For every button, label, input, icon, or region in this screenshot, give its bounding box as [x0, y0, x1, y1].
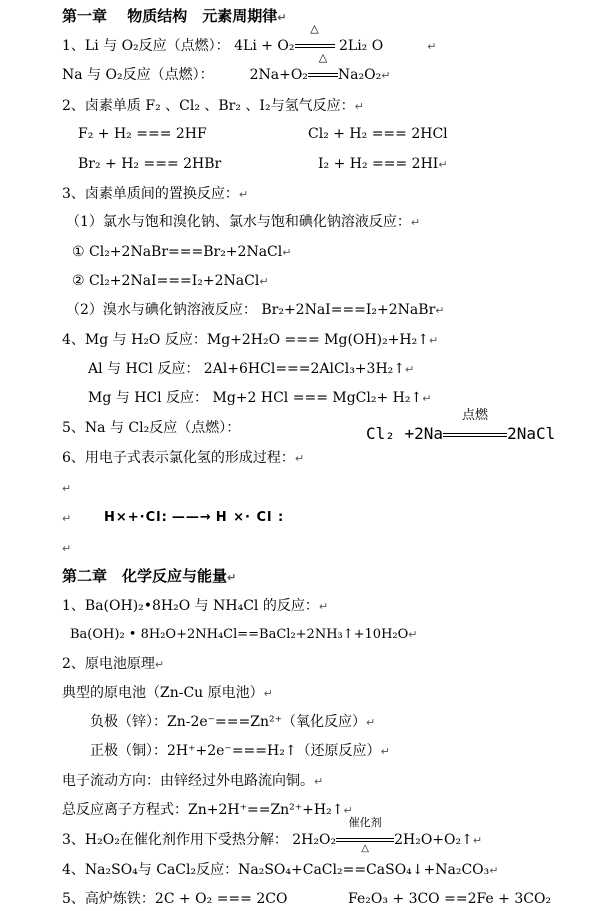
blank-line: ↵ — [62, 512, 72, 525]
line-electron-flow: 电子流动方向：由锌经过外电路流向铜。↵ — [62, 773, 324, 789]
line-na2so4: 4、Na₂SO₄与 CaCl₂反应：Na₂SO₄+CaCl₂==CaSO₄↓+Na₂CO₃↵ — [62, 862, 499, 878]
line-galvanic: 2、原电池原理↵ — [62, 656, 165, 672]
line-total-ionic: 总反应离子方程式：Zn+2H⁺==Zn²⁺+H₂↑↵ — [62, 802, 353, 818]
eq-f2-h2: F₂ + H₂ === 2HF — [78, 126, 207, 142]
eq-i2-h2: I₂ + H₂ === 2HI↵ — [318, 156, 448, 172]
line-halogen-displacement: 3、卤素单质间的置换反应：↵ — [62, 186, 249, 202]
line-cathode: 正极（铜）：2H⁺+2e⁻===H₂↑（还原反应）↵ — [90, 743, 390, 759]
blank-line: ↵ — [62, 542, 72, 555]
line-blast-furnace: 5、高炉炼铁：2C + O₂ === 2CO — [62, 891, 288, 907]
line-mg-h2o: 4、Mg 与 H₂O 反应：Mg+2H₂O === Mg(OH)₂+H₂↑↵ — [62, 332, 439, 348]
eq-cl2-nai: ② Cl₂+2NaI===I₂+2NaCl↵ — [72, 273, 269, 289]
eq-fe2o3-co: Fe₂O₃ + 3CO ==2Fe + 3CO₂ — [348, 891, 552, 907]
line-na-o2: Na 与 O₂反应（点燃）： 2Na+O₂ △ Na₂O₂↵ — [62, 51, 391, 83]
eq-br2-h2: Br₂ + H₂ === 2HBr — [78, 156, 222, 172]
chapter-1-title: 第一章 物质结构 元素周期律↵ — [62, 7, 287, 25]
eq-cl2-nabr: ① Cl₂+2NaBr===Br₂+2NaCl↵ — [72, 244, 292, 260]
line-anode: 负极（锌）：Zn-2e⁻===Zn²⁺（氧化反应）↵ — [90, 714, 376, 730]
line-hcl-formation: 6、用电子式表示氯化氢的形成过程：↵ — [62, 450, 305, 466]
eq-na-cl2: Cl₂ +2Na 点燃 2NaCl — [366, 408, 556, 443]
line-sub-1: （1）氯水与饱和溴化钠、氯水与饱和碘化钠溶液反应：↵ — [66, 214, 421, 230]
line-li-o2: 1、Li 与 O₂反应（点燃）： 4Li + O₂ △ 2Li₂ O ↵ — [62, 22, 437, 54]
line-al-hcl: Al 与 HCl 反应： 2Al+6HCl===2AlCl₃+3H₂↑↵ — [88, 361, 415, 377]
eq-cl2-h2: Cl₂ + H₂ === 2HCl — [308, 126, 448, 142]
line-mg-hcl: Mg 与 HCl 反应： Mg+2 HCl === MgCl₂+ H₂↑↵ — [88, 390, 432, 406]
line-baoh2: 1、Ba(OH)₂•8H₂O 与 NH₄Cl 的反应：↵ — [62, 598, 329, 614]
line-zn-cu: 典型的原电池（Zn-Cu 原电池）↵ — [62, 685, 273, 701]
eq-baoh2: Ba(OH)₂ • 8H₂O+2NH₄Cl==BaCl₂+2NH₃↑+10H₂O↵ — [70, 627, 418, 642]
line-na-cl2: 5、Na 与 Cl₂反应（点燃）： — [62, 420, 241, 436]
blank-line: ↵ — [62, 482, 72, 495]
line-h2o2: 3、H₂O₂在催化剂作用下受热分解： 2H₂O₂ 催化剂 △ 2H₂O+O₂↑↵ — [62, 816, 483, 854]
lewis-formula: H×+·Cl: ——→ H ×· Cl : — [104, 510, 285, 525]
line-sub-2: （2）溴水与碘化钠溶液反应： Br₂+2NaI===I₂+2NaBr↵ — [66, 302, 445, 318]
line-halogen-h2: 2、卤素单质 F₂ 、Cl₂ 、Br₂ 、I₂与氢气反应：↵ — [62, 98, 364, 114]
chapter-2-title: 第二章 化学反应与能量↵ — [62, 567, 237, 585]
